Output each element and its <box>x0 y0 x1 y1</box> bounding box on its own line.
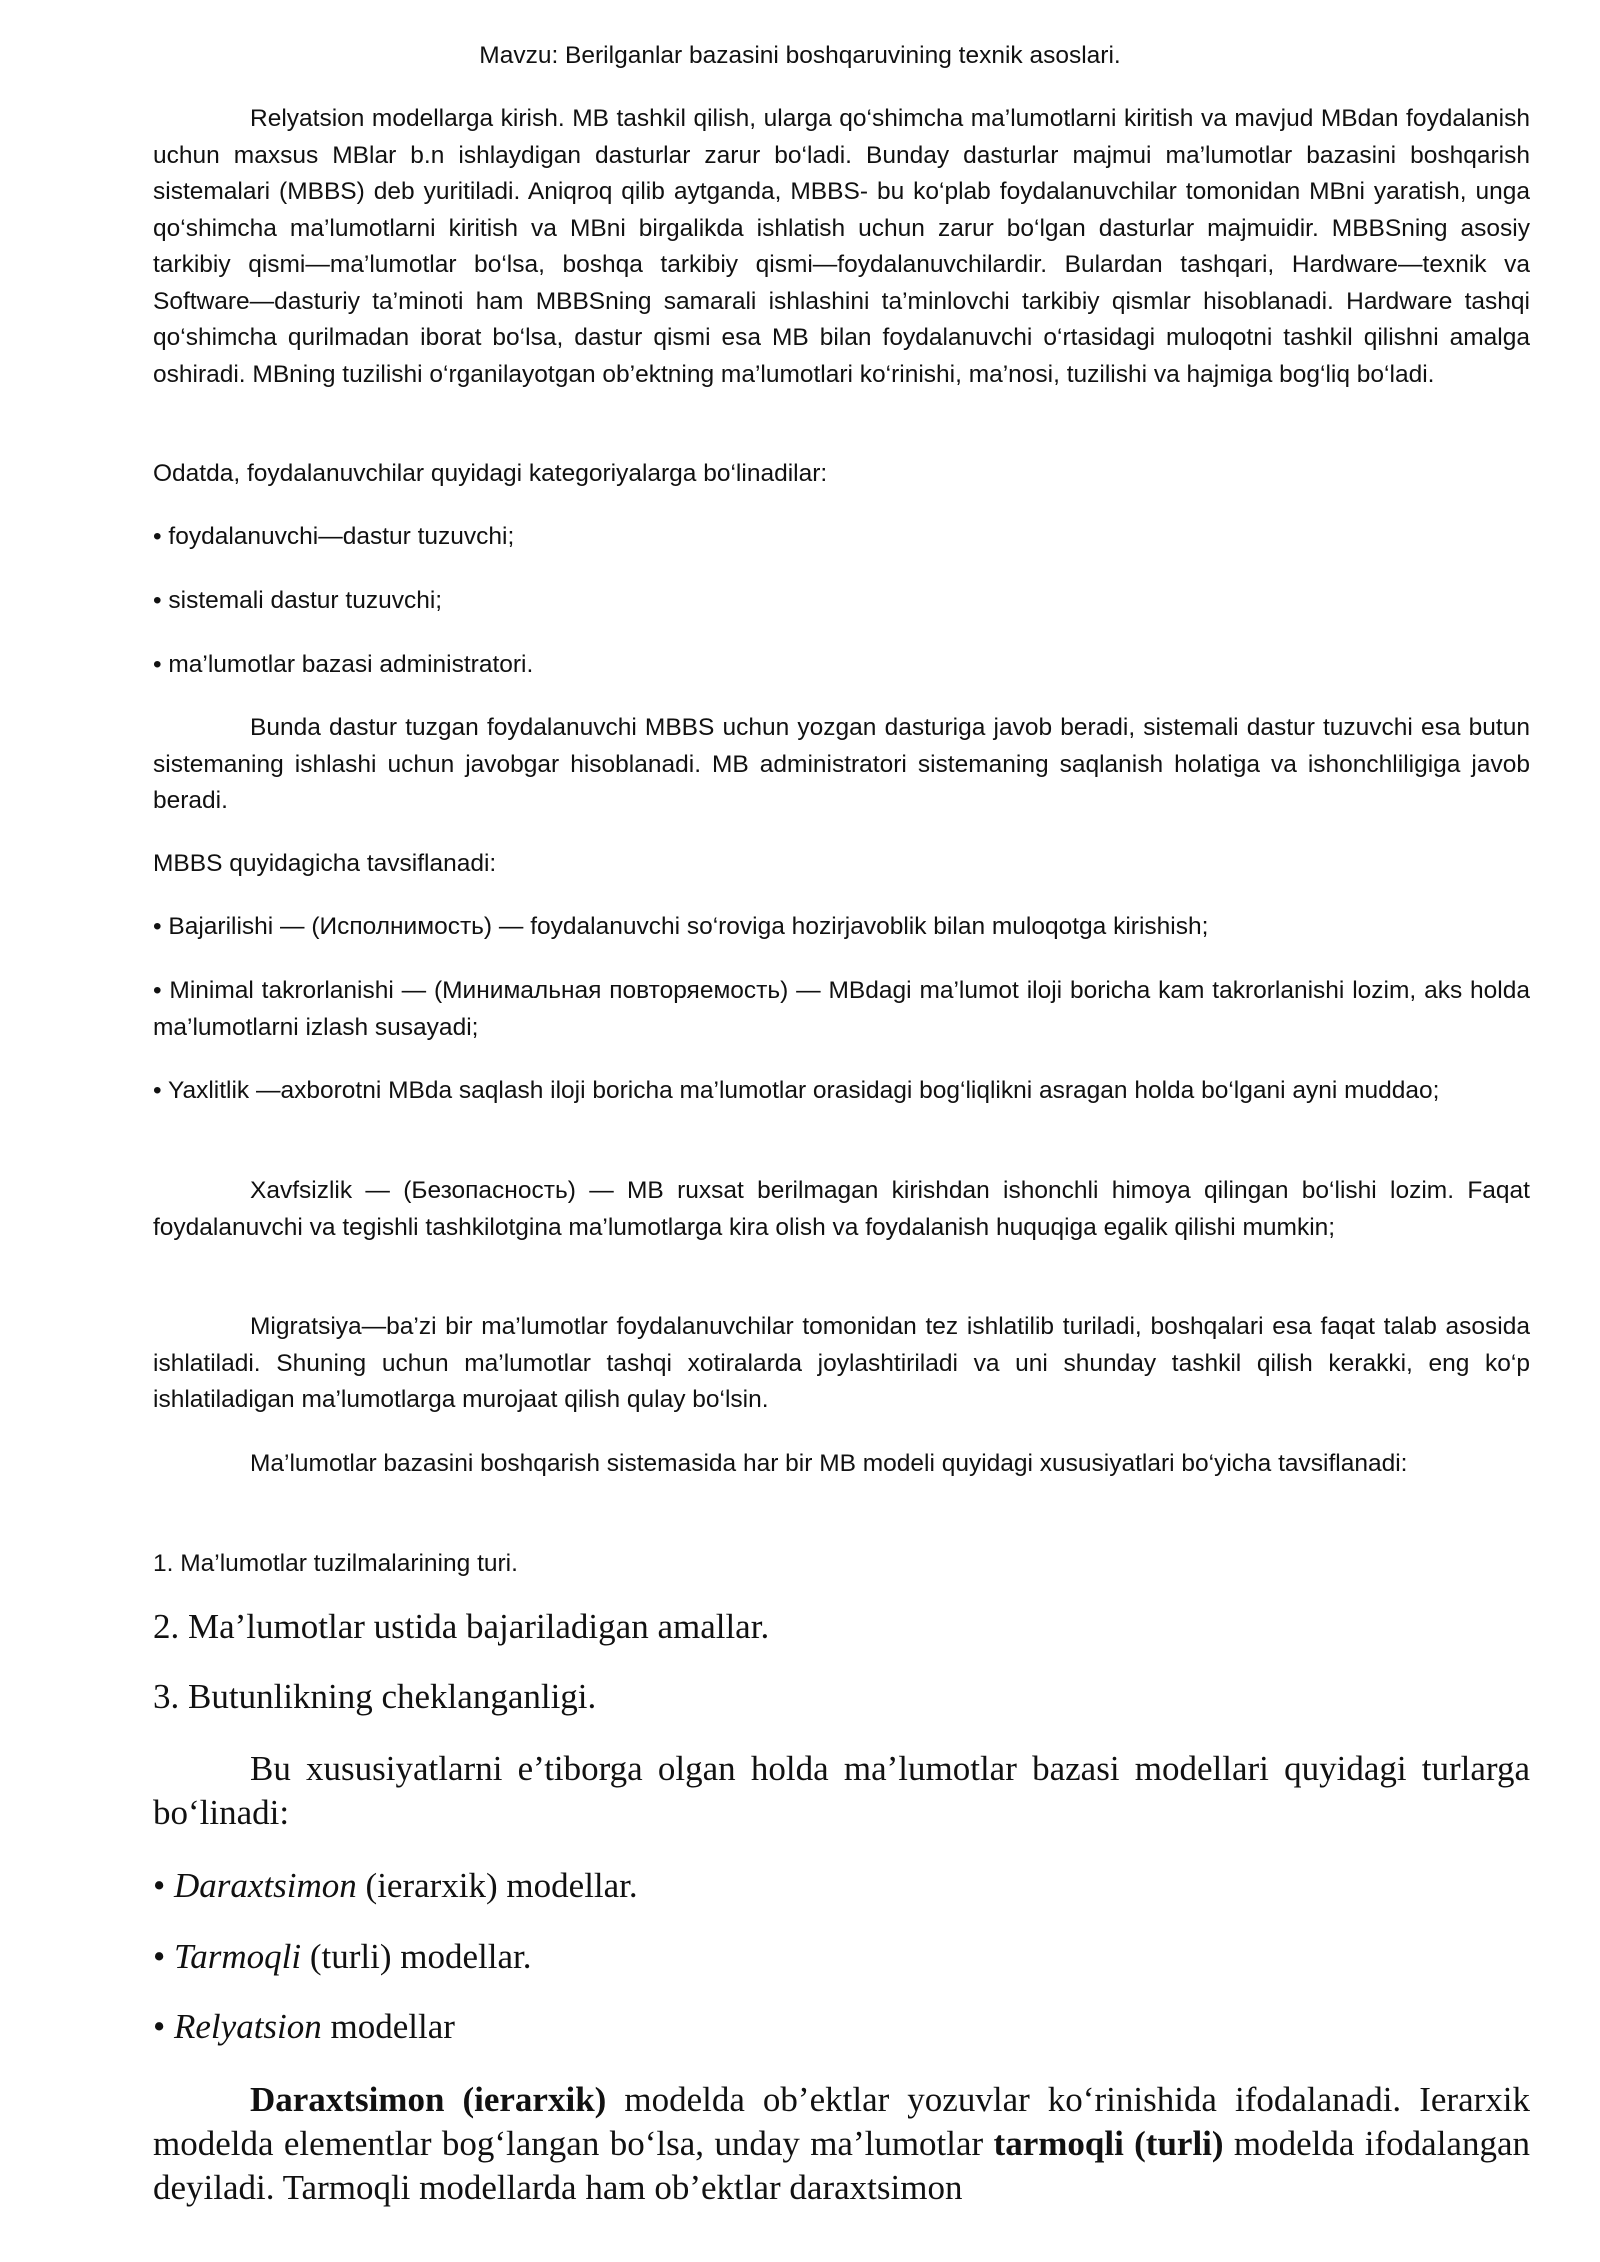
user-category-item: • ma’lumotlar bazasi administratori. <box>153 651 534 678</box>
model-type-rest: (ierarxik) modellar. <box>356 1866 638 1905</box>
migration-paragraph: Migratsiya—ba’zi bir ma’lumotlar foydalanuvchilar tomonidan tez ishlatilib turiladi, boshqalari esa faqat talab asosida ishlatiladi. Shuning uchun ma’lumotlar tashqi xotiralarda joylashtiriladi va uni shunday tashkil qilish kerakki, eng ko‘p ishlatiladigan ma’lumotlarga murojaat qilish qulay bo‘lsin. <box>153 1313 1530 1413</box>
user-category-item: • foydalanuvchi—dastur tuzuvchi; <box>153 523 515 550</box>
paragraph-text: modelda ob’ektlar yozuvlar ko‘rinishida ifodalanadi. Ierarxik modelda elementlar bog‘langan bo‘lsa, unday ma’lumotlar <box>153 2080 1530 2163</box>
page-title: Mavzu: Berilganlar bazasini boshqaruvining texnik asoslari. <box>479 42 1121 69</box>
mbbs-feature-item: • Minimal takrorlanishi — (Минимальная повторяемость) — MBdagi ma’lumot iloji boricha kam takrorlanishi lozim, aks holda ma’lumotlarni izlash susayadi; <box>153 977 1530 1041</box>
bullet-marker: • <box>153 1937 166 1976</box>
bullet-marker: • <box>153 2007 166 2046</box>
model-type-item <box>153 1935 1530 1979</box>
model-types-intro: Bu xususiyatlarni e’tiborga olgan holda ma’lumotlar bazasi modellari quyidagi turlarga bo‘linadi: <box>153 1749 1530 1832</box>
model-type-item <box>153 1864 1530 1908</box>
mbbs-intro: MBBS quyidagicha tavsiflanadi: <box>153 850 497 877</box>
model-prop-item: 2. Ma’lumotlar ustida bajariladigan amallar. <box>153 1607 770 1646</box>
mbbs-feature-item: • Yaxlitlik —axborotni MBda saqlash iloji boricha ma’lumotlar orasidagi bog‘liqlikni asragan holda bo‘lgani ayni muddao; <box>153 1077 1440 1104</box>
paragraph-text: modelda ifodalangan deyiladi. Tarmoqli modellarda ham ob’ektlar daraxtsimon <box>153 2124 1530 2207</box>
model-type-name: Daraxtsimon <box>174 1866 357 1905</box>
security-paragraph: Xavfsizlik — (Безопасность) — MB ruxsat berilmagan kirishdan ishonchli himoya qilingan bo‘lishi lozim. Faqat foydalanuvchi va tegishli tashkilotgina ma’lumotlarga kira olish va foydalanish huquqiga egalik qilishi mumkin; <box>153 1177 1530 1241</box>
bold-term: Daraxtsimon (ierarxik) <box>250 2080 607 2119</box>
model-prop-item: 1. Ma’lumotlar tuzilmalarining turi. <box>153 1550 518 1577</box>
model-props-intro: Ma’lumotlar bazasini boshqarish sistemasida har bir MB modeli quyidagi xususiyatlari bo‘yicha tavsiflanadi: <box>250 1450 1408 1477</box>
mbbs-feature-item: • Bajarilishi — (Исполнимость) — foydalanuvchi so‘roviga hozirjavoblik bilan muloqotga kirishish; <box>153 913 1209 940</box>
model-type-name: Relyatsion <box>174 2007 322 2046</box>
model-prop-item: 3. Butunlikning cheklanganligi. <box>153 1677 597 1716</box>
model-type-rest: (turli) modellar. <box>301 1937 532 1976</box>
model-type-item <box>153 2005 1530 2049</box>
model-type-name: Tarmoqli <box>174 1937 302 1976</box>
roles-paragraph: Bunda dastur tuzgan foydalanuvchi MBBS uchun yozgan dasturiga javob beradi, sistemali dastur tuzuvchi esa butun sistemaning ishlashi uchun javobgar hisoblanadi. MB administratori sistemaning saqlanish holatiga va ishonchliligiga javob beradi. <box>153 714 1530 814</box>
bold-term: tarmoqli (turli) <box>993 2124 1224 2163</box>
user-category-item: • sistemali dastur tuzuvchi; <box>153 587 443 614</box>
users-intro: Odatda, foydalanuvchilar quyidagi kategoriyalarga bo‘linadilar: <box>153 460 828 487</box>
intro-paragraph: Relyatsion modellarga kirish. MB tashkil qilish, ularga qo‘shimcha ma’lumotlarni kiritish va mavjud MBdan foydalanish uchun maxsus MBlar b.n ishlaydigan dasturlar zarur bo‘ladi. Bunday dasturlar majmui ma’lumotlar bazasini boshqarish sistemalari (MBBS) deb yuritiladi. Aniqroq qilib aytganda, MBBS- bu ko‘plab foydalanuvchilar tomonidan MBni yaratish, unga qo‘shimcha ma’lumotlarni kiritish va MBni birgalikda ishlatish uchun zarur bo‘lgan dasturlar majmuidir. MBBSning asosiy tarkibiy qismi—ma’lumotlar bo‘lsa, boshqa tarkibiy qismi—foydalanuvchilardir. Bulardan tashqari, Hardware—texnik va Software—dasturiy ta’minoti ham MBBSning samarali ishlashini ta’minlovchi tarkibiy qismlar hisoblanadi. Hardware tashqi qo‘shimcha qurilmadan iborat bo‘lsa, dastur qismi esa MB bilan foydalanuvchi o‘rtasidagi muloqotni tashkil qilishni amalga oshiradi. MBning tuzilishi o‘rganilayotgan ob’ektning ma’lumotlari ko‘rinishi, ma’nosi, tuzilishi va hajmiga bog‘liq bo‘ladi. <box>153 105 1530 388</box>
model-type-rest: modellar <box>321 2007 455 2046</box>
final-paragraph <box>153 2078 1530 2210</box>
bullet-marker: • <box>153 1866 166 1905</box>
